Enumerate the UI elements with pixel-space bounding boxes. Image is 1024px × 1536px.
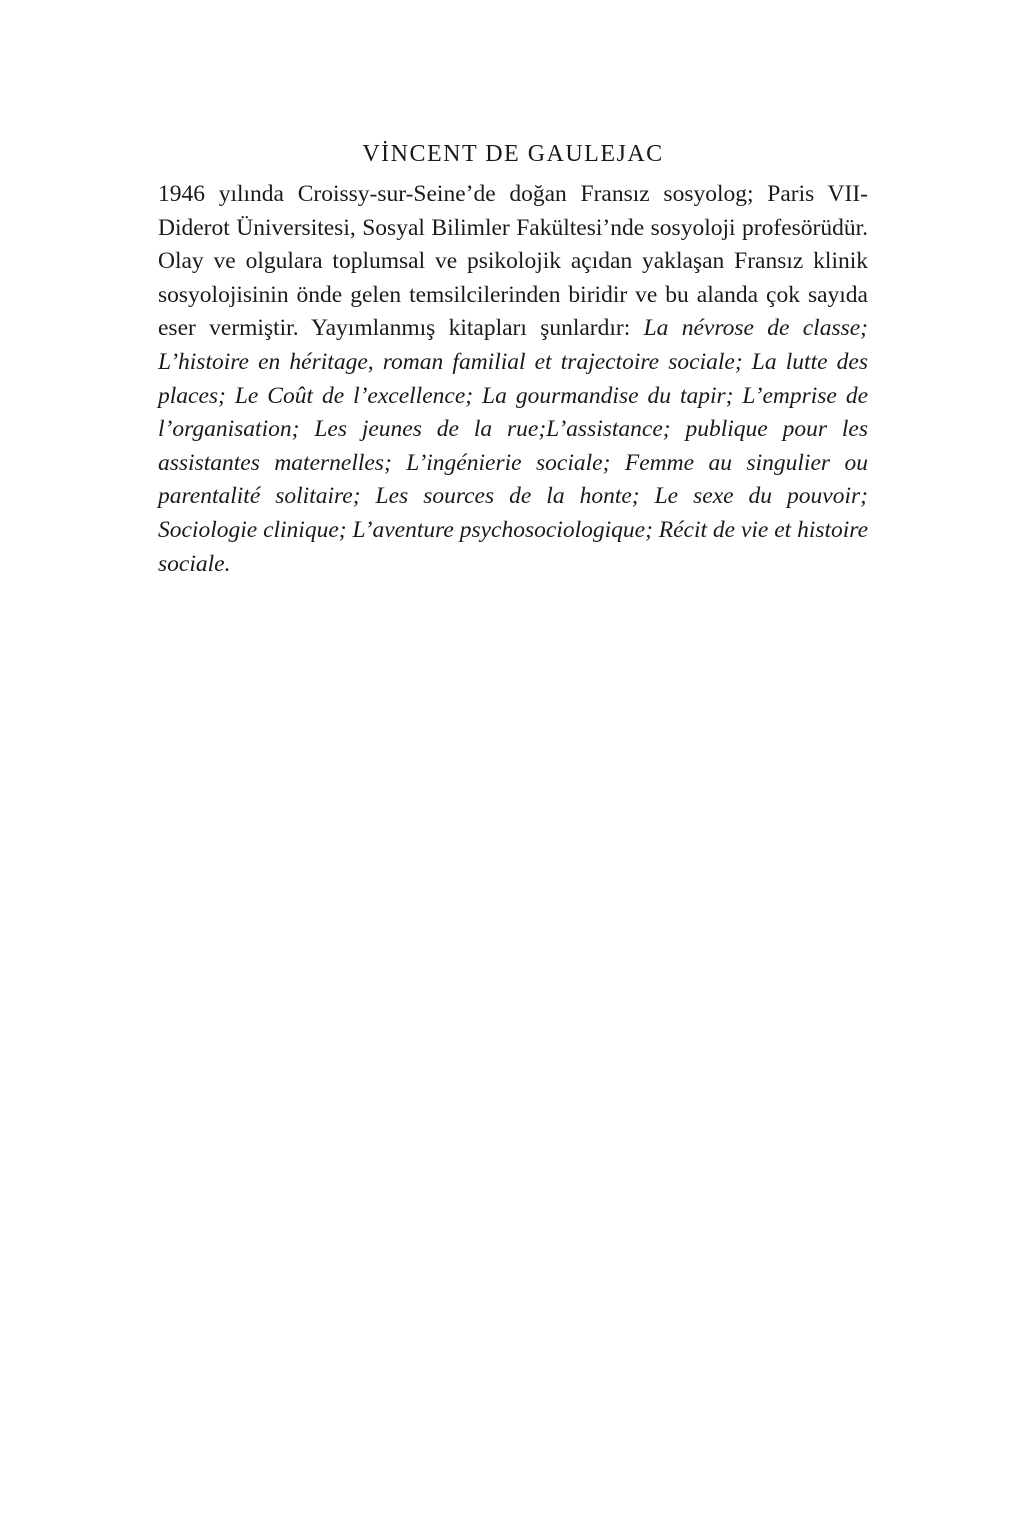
- author-name-heading: VİNCENT DE GAULEJAC: [362, 141, 664, 167]
- biography-intro-text: 1946 yılında Croissy-sur-Seine’de doğan Fransız sosyolog; Paris VII-Diderot Üniversitesi, Sosyal Bilimler Fakültesi’nde sosyoloji profesörüdür. Olay ve olgulara toplumsal ve psikolojik açıdan yaklaşan Fransız klinik sosyolojisinin önde gelen temsilcilerinden biridir ve bu alanda çok sayıda eser vermiştir. Yayımlanmış kitapları şunlardır:: [158, 181, 868, 342]
- author-biography: [158, 178, 868, 581]
- biography-book-list: La névrose de classe; L’histoire en héritage, roman familial et trajectoire sociale; La lutte des places; Le Coût de l’excellence; La gourmandise du tapir; L’emprise de l’organisation; Les jeunes de la rue;L’assistance; publique pour les assistantes maternelles; L’ingénierie sociale; Femme au singulier ou parentalité solitaire; Les sources de la honte; Le sexe du pouvoir; Sociologie clinique; L’aventure psychosociologique; Récit de vie et histoire sociale.: [158, 315, 869, 577]
